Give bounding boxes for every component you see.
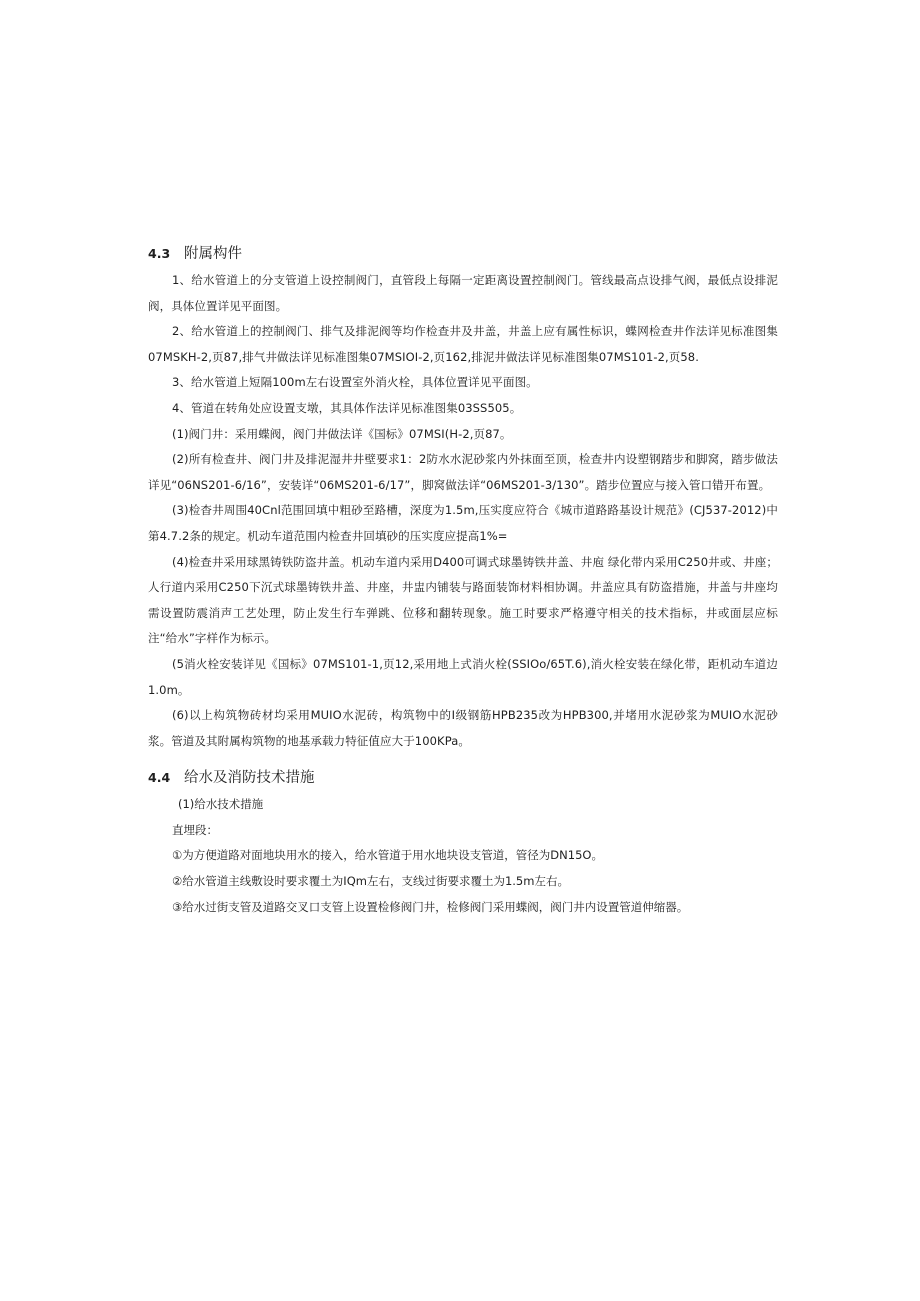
paragraph-inspection-wells: (2)所有检查井、阀门井及排泥湿井井壁要求1：2防水水泥砂浆内外抹面至顶，检查井内设塑钢踏步和脚窝，踏步做法详见“06NS201-6/16”，安装详“06MS201-6/17”，脚窝做法详“06MS201-3/130”。踏步位置应与接入管口错开布置。 bbox=[148, 452, 778, 492]
list-item: ③给水过街支管及道路交叉口支管上设置检修阀门井，检修阀门采用蝶阀，阀门井内设置管道伸缩器。 bbox=[172, 899, 689, 914]
document-page bbox=[148, 240, 778, 920]
paragraph-3: 3、给水管道上短隔100m左右设置室外消火栓，具体位置详见平面图。 bbox=[172, 375, 538, 390]
paragraph-well-covers: (4)检查井采用球黑铸铁防盗井盖。机动车道内采用D400可调式球墨铸铁井盖、井庖 绿化带内采用C250井或、井座；人行道内采用C250下沉式球墨铸铁井盖、井座，井盅内铺装与路面装饰材料相协调。井盖应具有防盗措施，井盖与井座均需设置防震消声工艺处理，防止发生行车弹跳、位移和翻转现象。施工时要求严格遵守相关的技术指标，井或面层应标注“给水”字样作为标示。 bbox=[148, 554, 778, 646]
paragraph-4: 4、管道在转角处应设置支墩，其具体作法详见标准图集03SS505。 bbox=[172, 400, 522, 415]
paragraph-valve-well: (1)阀门井：采用蝶阀，阀门井做法详《国标》07MSI(H-2,页87。 bbox=[172, 426, 512, 441]
section-title: 附属构件 bbox=[184, 246, 242, 262]
direct-burial-label: 直埋段： bbox=[172, 822, 218, 837]
list-item: ①为方便道路对面地块用水的接入，给水管道于用水地块设支管道，管径为DN15O。 bbox=[172, 848, 603, 863]
section-number: 4.4 bbox=[148, 770, 171, 786]
list-item: ②给水管道主线敷设时要求覆土为IQm左右，支线过街要求覆土为1.5m左右。 bbox=[172, 874, 569, 889]
paragraph-backfill: (3)检杳井周围40Cnl范围回填中粗砂至路槽，深度为1.5m,压实度应符合《城市道路路基设计规范》(CJ537-2012)中第4.7.2条的规定。机动车道范围内检查井回填砂的压实度应提高1%= bbox=[148, 503, 778, 543]
paragraph-2: 2、给水管道上的控制阀门、排气及排泥阀等均作检查井及井盖，井盖上应有属性标识，蝶网检查井作法详见标准图集07MSKH-2,页87,排气井做法详见标准图集07MSIOI-2,页162,排泥井做法详见标准图集07MS101-2,页58. bbox=[148, 324, 778, 364]
paragraph-materials: (6)以上构筑物砖材均采用MUIO水泥砖，构筑物中的I级钢筋HPB235改为HPB300,并堵用水泥砂浆为MUIO水泥砂浆。管道及其附属构筑物的地基承载力特征值应大于100KPa。 bbox=[148, 708, 778, 748]
paragraph-1: 1、给水管道上的分支管道上设控制阀门，直管段上每隔一定距离设置控制阀门。管线最高点设排气阀，最低点设排泥阀，具体位置详见平面图。 bbox=[148, 273, 778, 313]
subheading: (1)给水技术措施 bbox=[178, 797, 264, 812]
section-title: 给水及消防技术措施 bbox=[184, 770, 315, 787]
section-4-4-heading bbox=[148, 764, 778, 792]
paragraph-hydrant: (5消火栓安装详见《国标》07MS101-1,页12,采用地上式消火栓(SSIOo/65T.6),消火栓安装在绿化带，距机动车道边1.0m。 bbox=[148, 656, 778, 697]
section-4-3-heading bbox=[148, 240, 778, 268]
section-number: 4.3 bbox=[148, 246, 171, 261]
